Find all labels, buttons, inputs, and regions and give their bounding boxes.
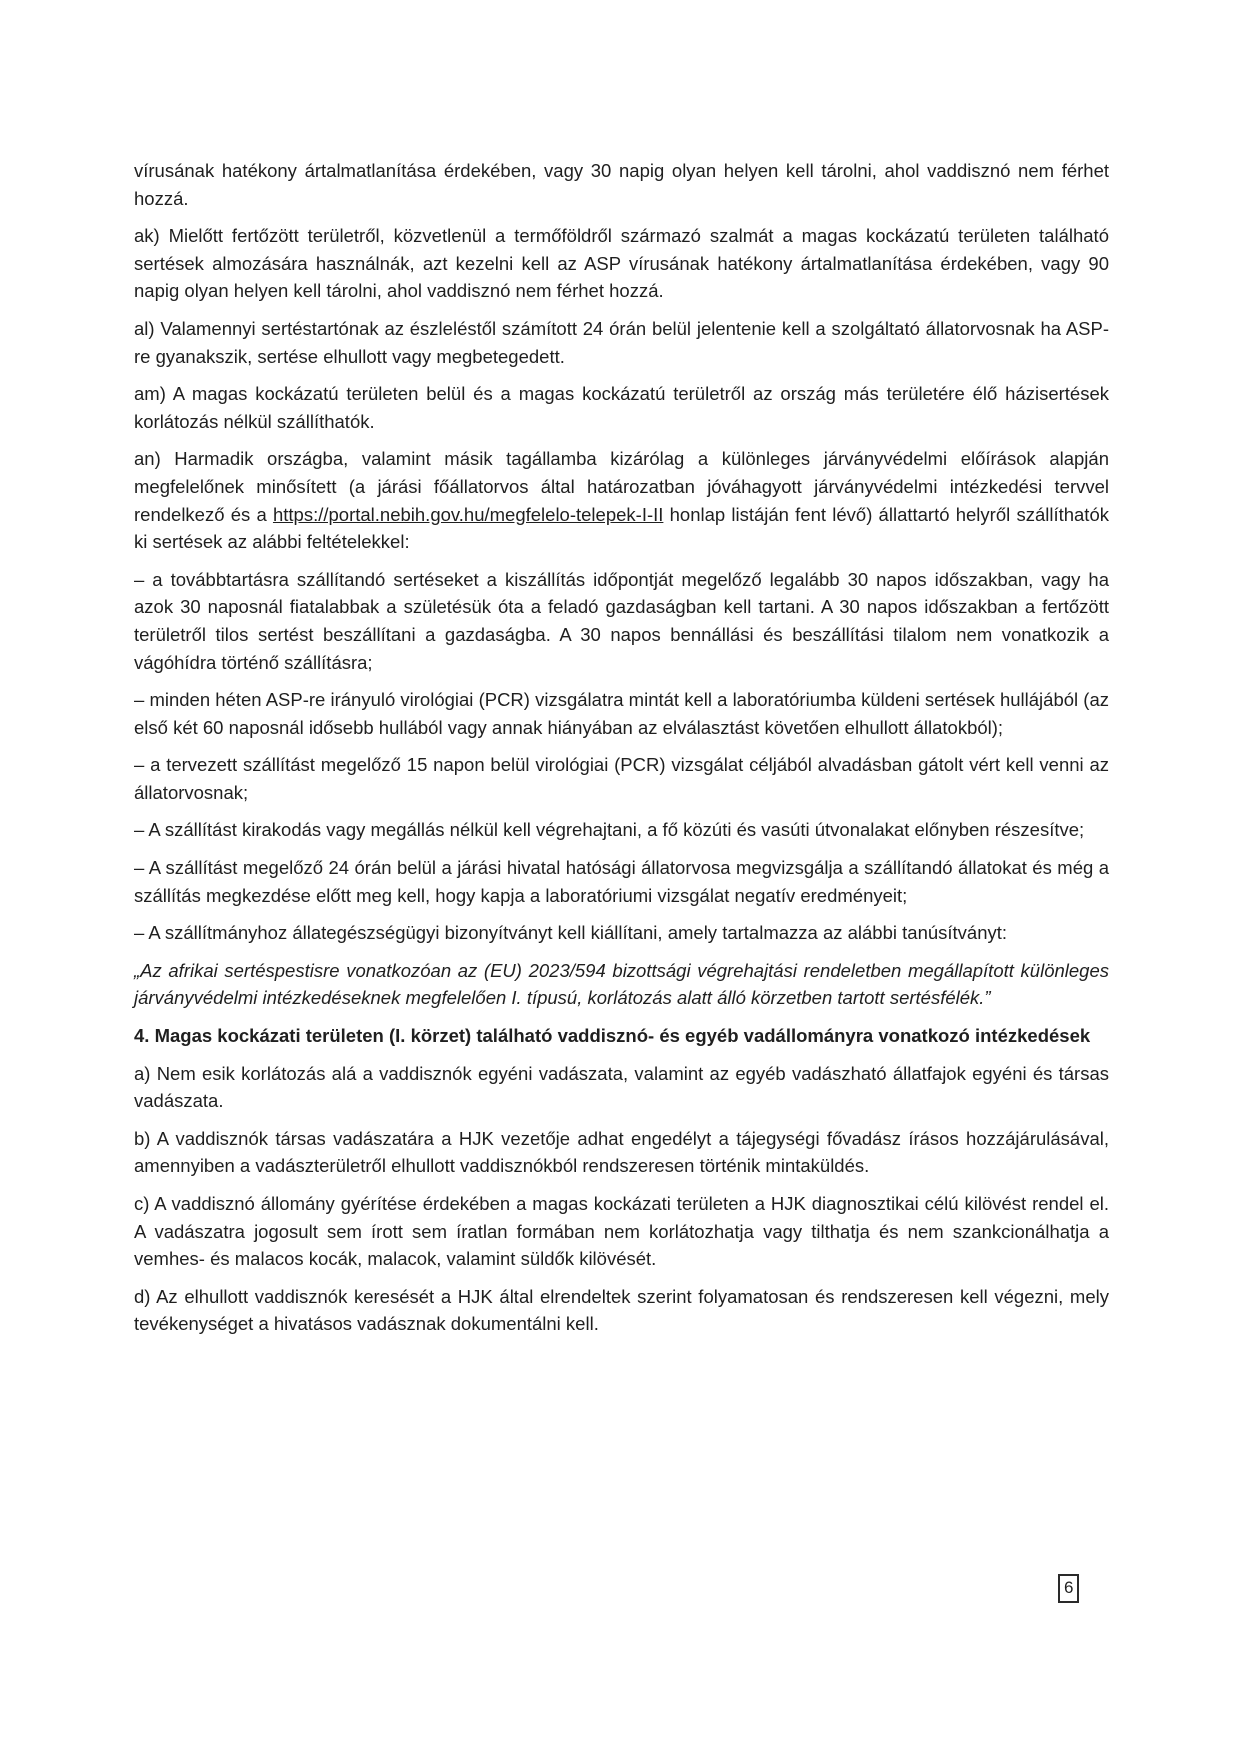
bullet-item-transport-30-days: – a továbbtartásra szállítandó sertéseket a kiszállítás időpontját megelőző legalább 30 napos időszakban, vagy ha azok 30 naposnál fiatalabbak a születésük óta a feladó gazdaságban kell tartani. A 30 napos időszakban a fertőzött területről tilos sertést beszállítani a gazdaságba. A 30 napos bennállási és beszállítási tilalom nem vonatkozik a vágóhídra történő szállításra;: [134, 568, 1109, 673]
paragraph-d: d) Az elhullott vaddisznók keresését a HJK által elrendeltek szerint folyamatosan és rendszeresen kell végezni, mely tevékenységet a hivatásos vadásznak dokumentálni kell.: [134, 1285, 1109, 1335]
bullet-item-weekly-pcr-samples: – minden héten ASP-re irányuló virológiai (PCR) vizsgálatra mintát kell a laboratóriumba küldeni sertések hullájából (az első két 60 naposnál idősebb hullából vagy annak hiányában az elválasztást követően elhullott állatokból);: [134, 689, 1109, 738]
paragraph-am: am) A magas kockázatú területen belül és a magas kockázatú területről az ország más területére élő házisertések korlátozás nélkül szállíthatók.: [134, 383, 1109, 432]
section-heading-4: 4. Magas kockázati területen (I. körzet) található vaddisznó- és egyéb vadállományra vonatkozó intézkedések: [134, 1025, 1091, 1047]
paragraph-an-text-before: an) Harmadik országba, valamint másik tagállamba kizárólag a különleges járványvédelmi előírások alapján megfelelőnek minősített (a járási főállatorvos által határozatban jóváhagyott járványvédelmi intézkedési tervvel rendelkező és a: [134, 448, 1109, 525]
page-number: [1058, 1574, 1079, 1603]
bullet-item-health-certificate: – A szállítmányhoz állategészségügyi bizonyítványt kell kiállítani, amely tartalmazza az alábbi tanúsítványt:: [134, 922, 1008, 944]
page-number-value: 6: [1064, 1578, 1074, 1597]
paragraph-an-text-after: honlap listáján fent lévő) állattartó helyről szállíthatók ki sertések az alábbi feltételekkel:: [134, 503, 1109, 553]
paragraph-al: al) Valamennyi sertéstartónak az észleléstől számított 24 órán belül jelentenie kell a szolgáltató állatorvosnak ha ASP-re gyanakszik, sertése elhullott vagy megbetegedett.: [134, 317, 1109, 367]
certificate-quote: „Az afrikai sertéspestisre vonatkozóan az (EU) 2023/594 bizottsági végrehajtási rendeletben megállapított különleges járványvédelmi intézkedéseknek megfelelően I. típusú, korlátozás alatt álló körzetben tartott sertésfélék.”: [134, 959, 1109, 1009]
bullet-item-no-stops-transport: – A szállítást kirakodás vagy megállás nélkül kell végrehajtani, a fő közúti és vasúti útvonalakat előnyben részesítve;: [134, 819, 1085, 841]
paragraph-an: [134, 445, 1109, 555]
bullet-item-blood-sampling-15-days: – a tervezett szállítást megelőző 15 napon belül virológiai (PCR) vizsgálat céljából alvadásban gátolt vért kell venni az állatorvosnak;: [134, 754, 1109, 803]
bullet-item-24h-inspection: – A szállítást megelőző 24 órán belül a járási hivatal hatósági állatorvosa megvizsgálja a szállítandó állatokat és még a szállítás megkezdése előtt meg kell, hogy kapja a laboratóriumi vizsgálat negatív eredményeit;: [134, 857, 1109, 906]
paragraph-ak: ak) Mielőtt fertőzött területről, közvetlenül a termőföldről származó szalmát a magas kockázatú területen található sertések almozására használnák, azt kezelni kell az ASP vírusának hatékony ártalmatlanítása érdekében, vagy 90 napig olyan helyen kell tárolni, ahol vaddisznó nem férhet hozzá.: [134, 225, 1109, 302]
nebih-portal-link[interactable]: https://portal.nebih.gov.hu/megfelelo-telepek-I-II: [272, 503, 664, 525]
paragraph-continuation: vírusának hatékony ártalmatlanítása érdekében, vagy 30 napig olyan helyen kell tárolni, ahol vaddisznó nem férhet hozzá.: [134, 160, 1109, 209]
paragraph-a: a) Nem esik korlátozás alá a vaddisznók egyéni vadászata, valamint az egyéb vadászható állatfajok egyéni és társas vadászata.: [134, 1062, 1109, 1112]
paragraph-b: b) A vaddisznók társas vadászatára a HJK vezetője adhat engedélyt a tájegységi fővadász írásos hozzájárulásával, amennyiben a vadászterületről elhullott vaddisznókból rendszeresen történik mintaküldés.: [134, 1127, 1109, 1177]
paragraph-c: c) A vaddisznó állomány gyérítése érdekében a magas kockázati területen a HJK diagnosztikai célú kilövést rendel el. A vadászatra jogosult sem írott sem íratlan formában nem korlátozhatja vagy tilthatja és nem szankcionálhatja a vemhes- és malacos kocák, malacok, valamint süldők kilövését.: [134, 1193, 1109, 1270]
